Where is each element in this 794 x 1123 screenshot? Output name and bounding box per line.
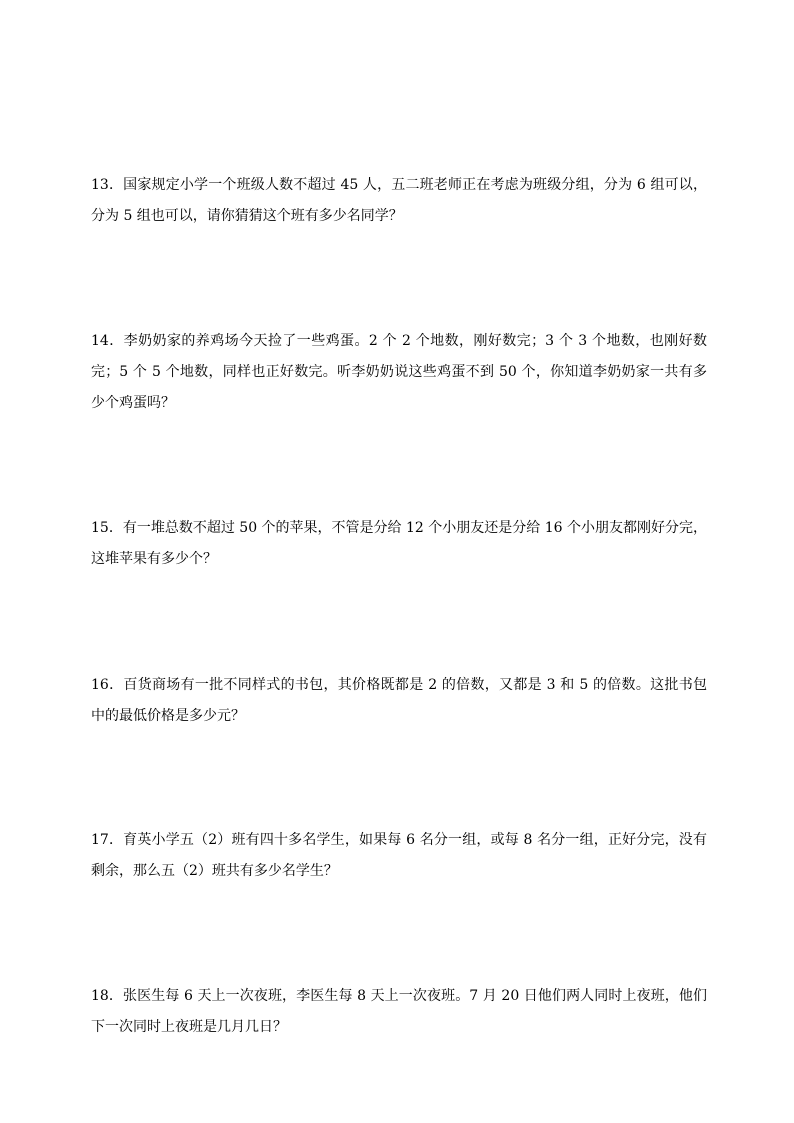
problem-number: 14． <box>91 333 124 349</box>
problem-number: 13． <box>91 177 124 193</box>
problem-text: 百货商场有一批不同样式的书包，其价格既都是 2 的倍数，又都是 3 和 5 的倍数。这批书包中的最低价格是多少元？ <box>91 677 707 724</box>
problem-text: 国家规定小学一个班级人数不超过 45 人，五二班老师正在考虑为班级分组，分为 6 组可以，分为 5 组也可以，请你猜猜这个班有多少名同学？ <box>91 177 707 224</box>
problem-text: 育英小学五（2）班有四十多名学生，如果每 6 名分一组，或每 8 名分一组，正好分完，没有剩余，那么五（2）班共有多少名学生？ <box>91 832 707 879</box>
problem-13 <box>91 170 707 232</box>
problem-number: 15． <box>91 520 123 536</box>
problem-number: 17． <box>91 832 124 848</box>
problem-16 <box>91 670 707 732</box>
problem-15 <box>91 513 707 575</box>
problem-text: 张医生每 6 天上一次夜班，李医生每 8 天上一次夜班。7 月 20 日他们两人同时上夜班，他们下一次同时上夜班是几月几日？ <box>91 988 707 1035</box>
problem-18 <box>91 981 707 1043</box>
problem-number: 18． <box>91 988 124 1004</box>
problem-14 <box>91 326 707 419</box>
problem-number: 16． <box>91 677 124 693</box>
problem-text: 有一堆总数不超过 50 个的苹果，不管是分给 12 个小朋友还是分给 16 个小朋友都刚好分完，这堆苹果有多少个？ <box>91 520 707 567</box>
problem-17 <box>91 825 707 887</box>
problem-text: 李奶奶家的养鸡场今天捡了一些鸡蛋。2 个 2 个地数，刚好数完；3 个 3 个地数，也刚好数完；5 个 5 个地数，同样也正好数完。听李奶奶说这些鸡蛋不到 50 个，你知道李奶奶家一共有多少个鸡蛋吗？ <box>91 333 707 411</box>
